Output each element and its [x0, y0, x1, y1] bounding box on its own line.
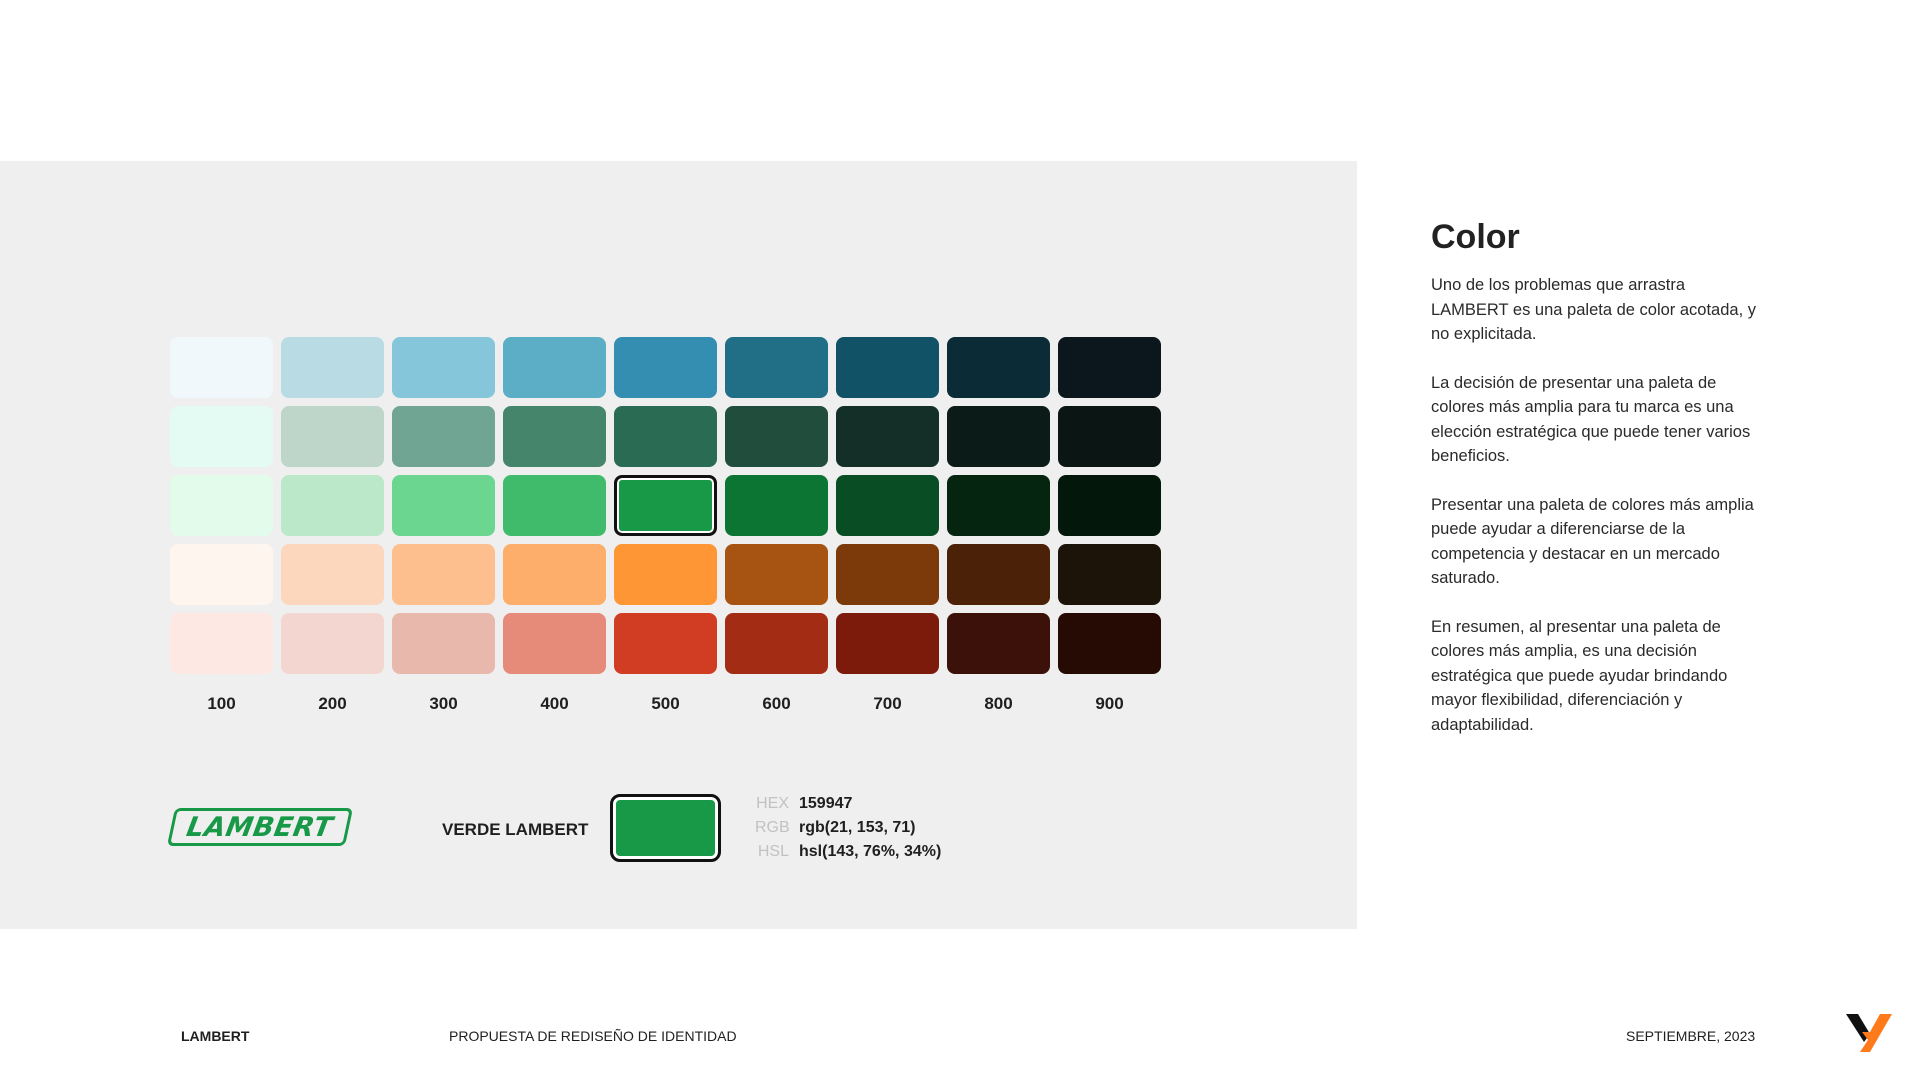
color-swatch	[170, 613, 273, 674]
color-swatch	[725, 613, 828, 674]
palette-level-labels	[170, 694, 1161, 714]
level-label: 600	[762, 694, 791, 713]
level-label: 400	[540, 694, 569, 713]
color-swatch	[281, 475, 384, 536]
color-swatch	[947, 544, 1050, 605]
color-swatch	[170, 544, 273, 605]
color-swatch	[947, 475, 1050, 536]
brand-color-swatch	[610, 794, 721, 862]
footer-title: PROPUESTA DE REDISEÑO DE IDENTIDAD	[449, 1028, 737, 1044]
description-paragraph: La decisión de presentar una paleta de colores más amplia para tu marca es una elección estratégica que puede tener varios beneficios.	[1431, 373, 1751, 465]
color-swatch	[503, 337, 606, 398]
color-swatch	[614, 613, 717, 674]
color-swatch	[947, 406, 1050, 467]
stylized-y-logo-icon	[1846, 1012, 1894, 1054]
color-swatch	[725, 406, 828, 467]
color-swatch	[170, 475, 273, 536]
hsl-value: hsl(143, 76%, 34%)	[799, 843, 942, 860]
level-label: 200	[318, 694, 347, 713]
color-swatch	[614, 406, 717, 467]
color-swatch	[503, 613, 606, 674]
level-label: 800	[984, 694, 1013, 713]
color-swatch	[725, 337, 828, 398]
color-swatch	[614, 544, 717, 605]
description-paragraph: En resumen, al presentar una paleta de colores más amplia, es una decisión estratégica que puede ayudar brindando mayor flexibilidad, diferenciación y adaptabilidad.	[1431, 617, 1728, 734]
color-swatch	[392, 406, 495, 467]
rgb-value: rgb(21, 153, 71)	[799, 819, 916, 836]
color-swatch	[392, 544, 495, 605]
description-paragraph: Uno de los problemas que arrastra LAMBERT es una paleta de color acotada, y no explicitada.	[1431, 276, 1757, 343]
color-swatch	[836, 406, 939, 467]
description-section	[1431, 218, 1761, 761]
brand-color-name: VERDE LAMBERT	[442, 820, 589, 839]
color-swatch	[170, 337, 273, 398]
color-swatch	[725, 475, 828, 536]
hex-key: HEX	[756, 795, 789, 812]
hex-value: 159947	[799, 795, 853, 812]
section-title: Color	[1431, 218, 1520, 256]
footer-brand: LAMBERT	[181, 1028, 250, 1044]
color-swatch	[836, 544, 939, 605]
color-swatch	[392, 475, 495, 536]
color-swatch	[503, 544, 606, 605]
color-swatch	[614, 475, 717, 536]
level-label: 900	[1095, 694, 1124, 713]
color-swatch	[281, 613, 384, 674]
level-label: 300	[429, 694, 458, 713]
color-swatch	[836, 337, 939, 398]
color-swatch	[1058, 337, 1161, 398]
color-swatch	[503, 406, 606, 467]
color-swatch	[614, 337, 717, 398]
level-label: 700	[873, 694, 902, 713]
color-swatch	[1058, 475, 1161, 536]
color-swatch	[281, 337, 384, 398]
color-swatch	[281, 406, 384, 467]
color-swatch	[392, 337, 495, 398]
color-swatch	[1058, 406, 1161, 467]
rgb-key: RGB	[755, 819, 790, 836]
level-label: 100	[207, 694, 236, 713]
color-swatch	[947, 613, 1050, 674]
color-swatch	[947, 337, 1050, 398]
color-swatch	[1058, 544, 1161, 605]
description-paragraph: Presentar una paleta de colores más amplia puede ayudar a diferenciarse de la competencia y destacar en un mercado saturado.	[1431, 495, 1754, 587]
hsl-key: HSL	[757, 843, 789, 860]
color-swatch	[836, 475, 939, 536]
color-swatch	[281, 544, 384, 605]
color-swatch	[392, 613, 495, 674]
color-swatch	[503, 475, 606, 536]
footer-date: SEPTIEMBRE, 2023	[1626, 1028, 1756, 1044]
color-codes	[755, 793, 941, 862]
color-swatch	[1058, 613, 1161, 674]
level-label: 500	[651, 694, 680, 713]
color-swatch	[836, 613, 939, 674]
color-swatch	[725, 544, 828, 605]
palette-grid	[170, 337, 1161, 674]
color-swatch	[170, 406, 273, 467]
lambert-logo	[167, 808, 353, 846]
lambert-logo-text: LAMBERT	[184, 811, 336, 843]
